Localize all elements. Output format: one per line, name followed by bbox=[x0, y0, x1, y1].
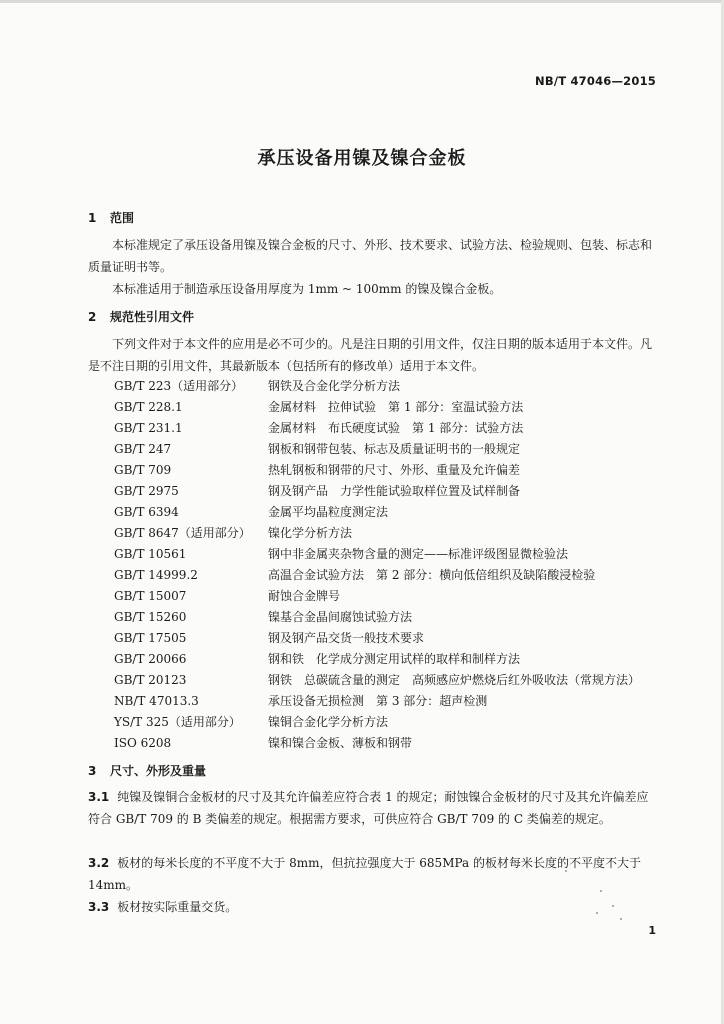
section-2-heading bbox=[88, 308, 194, 325]
reference-item bbox=[114, 733, 412, 753]
reference-item bbox=[114, 670, 640, 690]
reference-item bbox=[114, 376, 400, 396]
reference-item bbox=[114, 397, 523, 417]
reference-code: GB/T 228.1 bbox=[114, 400, 183, 414]
scan-speck bbox=[596, 912, 598, 914]
scan-speck bbox=[600, 890, 602, 892]
reference-item bbox=[114, 607, 412, 627]
reference-title: 镍基合金晶间腐蚀试验方法 bbox=[268, 610, 413, 624]
scan-speck bbox=[565, 870, 567, 872]
reference-item bbox=[114, 523, 352, 543]
clause-text: 纯镍及镍铜合金板材的尺寸及其允许偏差应符合表 1 的规定；耐蚀镍合金板材的尺寸及其允许偏差应符合 GB/T 709 的 B 类偏差的规定。根据需方要求，可供应符合 GB/T 709 的 C 类偏差的规定。 bbox=[88, 790, 649, 826]
document-title: 承压设备用镍及镍合金板 bbox=[257, 148, 467, 169]
clause-3-1 bbox=[88, 786, 658, 830]
section-1-heading bbox=[88, 209, 134, 226]
scope-paragraph-1: 本标准规定了承压设备用镍及镍合金板的尺寸、外形、技术要求、试验方法、检验规则、包装、标志和质量证明书等。 bbox=[88, 238, 653, 274]
scan-speck bbox=[612, 905, 614, 907]
reference-code: NB/T 47013.3 bbox=[114, 694, 199, 708]
clause-3-2 bbox=[88, 852, 658, 896]
page-number: 1 bbox=[648, 924, 656, 937]
reference-code: GB/T 709 bbox=[114, 463, 172, 477]
reference-code: GB/T 17505 bbox=[114, 631, 187, 645]
reference-code: GB/T 15007 bbox=[114, 589, 187, 603]
reference-title: 钢铁及合金化学分析方法 bbox=[268, 379, 401, 393]
reference-title: 耐蚀合金牌号 bbox=[268, 589, 341, 603]
reference-title: 钢和铁 化学成分测定用试样的取样和制样方法 bbox=[268, 652, 521, 666]
normative-refs-intro: 下列文件对于本文件的应用是必不可少的。凡是注日期的引用文件，仅注日期的版本适用于本文件。凡是不注日期的引用文件，其最新版本（包括所有的修改单）适用于本文件。 bbox=[88, 337, 653, 373]
reference-code: GB/T 247 bbox=[114, 442, 172, 456]
scan-edge-top bbox=[0, 0, 724, 3]
reference-title: 钢及钢产品交货一般技术要求 bbox=[268, 631, 425, 645]
clause-number: 3.1 bbox=[88, 790, 110, 804]
section-number: 1 bbox=[88, 211, 97, 225]
reference-title: 镍铜合金化学分析方法 bbox=[268, 715, 389, 729]
reference-code: GB/T 15260 bbox=[114, 610, 187, 624]
reference-item bbox=[114, 712, 388, 732]
clause-number: 3.3 bbox=[88, 900, 110, 914]
reference-item bbox=[114, 460, 520, 480]
clause-text: 板材按实际重量交货。 bbox=[117, 900, 238, 914]
reference-code: GB/T 20123 bbox=[114, 673, 187, 687]
reference-title: 钢及钢产品 力学性能试验取样位置及试样制备 bbox=[268, 484, 521, 498]
clause-number: 3.2 bbox=[88, 856, 110, 870]
reference-item bbox=[114, 586, 340, 606]
standard-code: NB/T 47046—2015 bbox=[535, 74, 656, 88]
reference-title: 金属平均晶粒度测定法 bbox=[268, 505, 389, 519]
reference-item bbox=[114, 628, 424, 648]
section-number: 3 bbox=[88, 764, 97, 778]
scope-paragraph-2: 本标准适用于制造承压设备用厚度为 1mm ~ 100mm 的镍及镍合金板。 bbox=[112, 282, 502, 296]
reference-title: 高温合金试验方法 第 2 部分：横向低倍组织及缺陷酸浸检验 bbox=[268, 568, 596, 582]
reference-code: GB/T 2975 bbox=[114, 484, 179, 498]
reference-item bbox=[114, 439, 520, 459]
reference-title: 承压设备无损检测 第 3 部分：超声检测 bbox=[268, 694, 488, 708]
reference-title: 金属材料 布氏硬度试验 第 1 部分：试验方法 bbox=[268, 421, 524, 435]
reference-item bbox=[114, 544, 568, 564]
reference-title: 热轧钢板和钢带的尺寸、外形、重量及允许偏差 bbox=[268, 463, 521, 477]
clause-3-3 bbox=[88, 896, 658, 918]
reference-title: 钢板和钢带包装、标志及质量证明书的一般规定 bbox=[268, 442, 521, 456]
reference-code: GB/T 6394 bbox=[114, 505, 179, 519]
reference-code: GB/T 14999.2 bbox=[114, 568, 198, 582]
reference-title: 镍化学分析方法 bbox=[268, 526, 353, 540]
clause-text: 板材的每米长度的不平度不大于 8mm，但抗拉强度大于 685MPa 的板材每米长度的不平度不大于 14mm。 bbox=[88, 856, 641, 892]
reference-code: GB/T 10561 bbox=[114, 547, 187, 561]
reference-item bbox=[114, 649, 520, 669]
reference-code: GB/T 223（适用部分） bbox=[114, 379, 244, 393]
scan-speck bbox=[620, 918, 622, 920]
section-number: 2 bbox=[88, 310, 97, 324]
reference-item bbox=[114, 481, 520, 501]
reference-code: YS/T 325（适用部分） bbox=[114, 715, 241, 729]
section-title: 尺寸、外形及重量 bbox=[110, 764, 207, 778]
section-title: 规范性引用文件 bbox=[110, 310, 195, 324]
reference-title: 镍和镍合金板、薄板和钢带 bbox=[268, 736, 413, 750]
reference-code: ISO 6208 bbox=[114, 736, 172, 750]
reference-title: 金属材料 拉伸试验 第 1 部分：室温试验方法 bbox=[268, 400, 524, 414]
section-title: 范围 bbox=[110, 211, 135, 225]
reference-code: GB/T 8647（适用部分） bbox=[114, 526, 251, 540]
reference-item bbox=[114, 418, 523, 438]
reference-title: 钢中非金属夹杂物含量的测定——标准评级图显微检验法 bbox=[268, 547, 569, 561]
reference-item bbox=[114, 502, 388, 522]
section-3-heading bbox=[88, 762, 206, 779]
reference-code: GB/T 20066 bbox=[114, 652, 187, 666]
reference-item bbox=[114, 565, 595, 585]
reference-code: GB/T 231.1 bbox=[114, 421, 183, 435]
reference-title: 钢铁 总碳硫含量的测定 高频感应炉燃烧后红外吸收法（常规方法） bbox=[268, 673, 641, 687]
reference-item bbox=[114, 691, 487, 711]
